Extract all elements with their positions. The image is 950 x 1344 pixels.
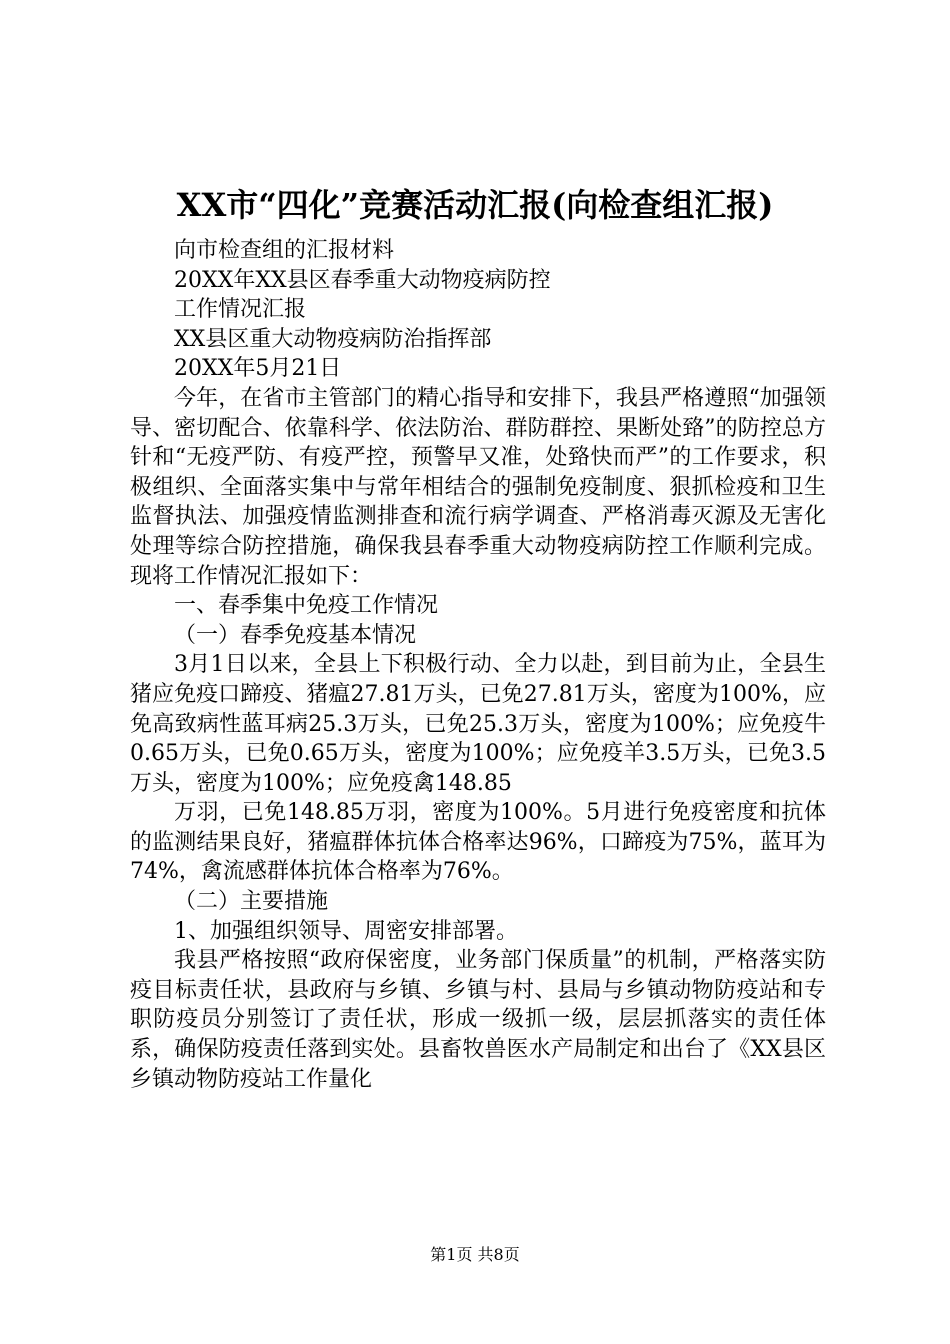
paragraph-immunization: 3月1日以来，全县上下积极行动、全力以赴，到目前为止，全县生猪应免疫口蹄疫、猪瘟27.81万头，已免27.81万头，密度为100%，应免高致病性蓝耳病25.3万头，已免25.3万头，密度为100%；应免疫牛0.65万头，已免0.65万头，密度为100%；应免疫羊3.5万头，已免3.5万头，密度为100%；应免疫禽148.85	[130, 652, 826, 796]
header-line: 20XX年5月21日	[174, 356, 342, 382]
document-title: XX市“四化”竞赛活动汇报(向检查组汇报)	[176, 186, 774, 224]
paragraph-intro: 今年，在省市主管部门的精心指导和安排下，我县严格遵照“加强领导、密切配合、依靠科学、依法防治、群防群控、果断处臵”的防控总方针和“无疫严防、有疫严控，预警早又准，处臵快而严”的工作要求，积极组织、全面落实集中与常年相结合的强制免疫制度、狠抓检疫和卫生监督执法、加强疫情监测排查和流行病学调查、严格消毒灭源及无害化处理等综合防控措施，确保我县春季重大动物疫病防控工作顺利完成。现将工作情况汇报如下：	[130, 385, 826, 589]
subsection-heading: （一）春季免疫基本情况	[174, 622, 417, 648]
header-line: 工作情况汇报	[174, 297, 307, 323]
document-body	[130, 236, 826, 1094]
header-line: 20XX年XX县区春季重大动物疫病防控	[174, 267, 551, 293]
paragraph-measures: 我县严格按照“政府保密度，业务部门保质量”的机制，严格落实防疫目标责任状，县政府与乡镇、乡镇与村、县局与乡镇动物防疫站和专职防疫员分别签订了责任状，形成一级抓一级，层层抓落实的责任体系，确保防疫责任落到实处。县畜牧兽医水产局制定和出台了《XX县区乡镇动物防疫站工作量化	[130, 948, 826, 1092]
item-heading: 1、加强组织领导、周密安排部署。	[174, 918, 518, 944]
subsection-heading: （二）主要措施	[174, 889, 329, 915]
header-line: 向市检查组的汇报材料	[174, 238, 395, 263]
page-footer: 第1页 共8页	[430, 1245, 520, 1264]
paragraph-immunization-cont: 万羽，已免148.85万羽，密度为100%。5月进行免疫密度和抗体的监测结果良好，猪瘟群体抗体合格率达96%，口蹄疫为75%，蓝耳为74%，禽流感群体抗体合格率为76%。	[130, 800, 826, 885]
header-line: XX县区重大动物疫病防治指挥部	[174, 326, 492, 352]
section-heading: 一、春季集中免疫工作情况	[174, 593, 439, 619]
